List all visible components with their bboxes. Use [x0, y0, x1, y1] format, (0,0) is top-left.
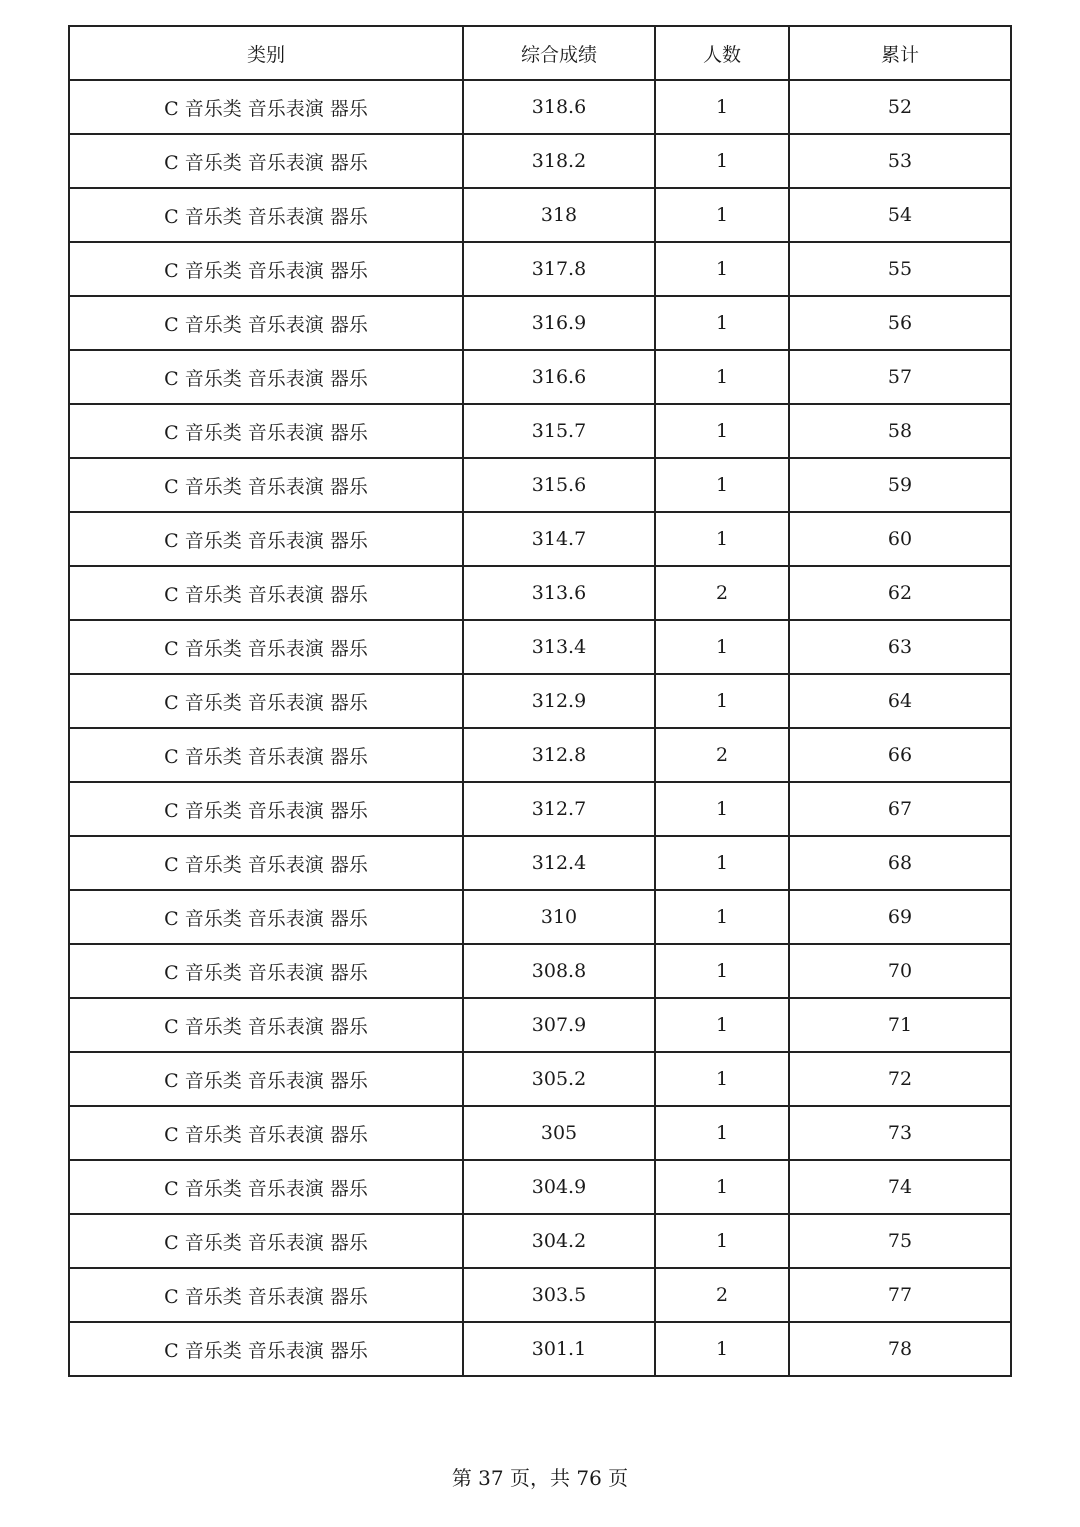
- cell-cumulative: 73: [789, 1106, 1011, 1160]
- cell-count: 1: [655, 296, 789, 350]
- cell-category: C 音乐类 音乐表演 器乐: [69, 1214, 463, 1268]
- cell-category: C 音乐类 音乐表演 器乐: [69, 1160, 463, 1214]
- cell-cumulative: 75: [789, 1214, 1011, 1268]
- table-body: [69, 80, 1011, 1376]
- cell-count: 1: [655, 782, 789, 836]
- cell-count: 1: [655, 1052, 789, 1106]
- cell-category: C 音乐类 音乐表演 器乐: [69, 620, 463, 674]
- cell-count: 1: [655, 836, 789, 890]
- cell-score: 312.8: [463, 728, 655, 782]
- table-row: [69, 1052, 1011, 1106]
- cell-cumulative: 71: [789, 998, 1011, 1052]
- cell-count: 1: [655, 1214, 789, 1268]
- cell-score: 305.2: [463, 1052, 655, 1106]
- table-row: [69, 1268, 1011, 1322]
- table-row: [69, 566, 1011, 620]
- table-row: [69, 836, 1011, 890]
- cell-category: C 音乐类 音乐表演 器乐: [69, 188, 463, 242]
- cell-score: 301.1: [463, 1322, 655, 1376]
- cell-score: 304.9: [463, 1160, 655, 1214]
- table-row: [69, 674, 1011, 728]
- cell-cumulative: 78: [789, 1322, 1011, 1376]
- page-number: 第 37 页，共 76 页: [451, 1466, 629, 1490]
- cell-count: 2: [655, 728, 789, 782]
- cell-score: 303.5: [463, 1268, 655, 1322]
- cell-count: 1: [655, 890, 789, 944]
- table-row: [69, 404, 1011, 458]
- cell-score: 315.6: [463, 458, 655, 512]
- cell-count: 2: [655, 1268, 789, 1322]
- cell-cumulative: 58: [789, 404, 1011, 458]
- cell-count: 1: [655, 1160, 789, 1214]
- table-row: [69, 998, 1011, 1052]
- cell-count: 1: [655, 944, 789, 998]
- cell-cumulative: 67: [789, 782, 1011, 836]
- table-row: [69, 944, 1011, 998]
- cell-score: 313.6: [463, 566, 655, 620]
- cell-count: 1: [655, 350, 789, 404]
- cell-category: C 音乐类 音乐表演 器乐: [69, 1052, 463, 1106]
- header-cumulative: 累计: [789, 26, 1011, 80]
- cell-category: C 音乐类 音乐表演 器乐: [69, 566, 463, 620]
- cell-count: 1: [655, 134, 789, 188]
- table-row: [69, 350, 1011, 404]
- cell-cumulative: 66: [789, 728, 1011, 782]
- table-row: [69, 296, 1011, 350]
- cell-score: 312.4: [463, 836, 655, 890]
- cell-score: 317.8: [463, 242, 655, 296]
- cell-category: C 音乐类 音乐表演 器乐: [69, 404, 463, 458]
- cell-score: 318: [463, 188, 655, 242]
- cell-count: 1: [655, 1106, 789, 1160]
- cell-count: 1: [655, 404, 789, 458]
- cell-score: 304.2: [463, 1214, 655, 1268]
- cell-score: 310: [463, 890, 655, 944]
- cell-category: C 音乐类 音乐表演 器乐: [69, 944, 463, 998]
- cell-score: 312.7: [463, 782, 655, 836]
- table-row: [69, 134, 1011, 188]
- cell-count: 1: [655, 620, 789, 674]
- cell-score: 305: [463, 1106, 655, 1160]
- cell-category: C 音乐类 音乐表演 器乐: [69, 836, 463, 890]
- table-row: [69, 80, 1011, 134]
- cell-score: 316.6: [463, 350, 655, 404]
- cell-score: 308.8: [463, 944, 655, 998]
- cell-category: C 音乐类 音乐表演 器乐: [69, 512, 463, 566]
- cell-cumulative: 69: [789, 890, 1011, 944]
- header-score: 综合成绩: [463, 26, 655, 80]
- table-row: [69, 782, 1011, 836]
- table-row: [69, 1322, 1011, 1376]
- cell-cumulative: 60: [789, 512, 1011, 566]
- cell-cumulative: 63: [789, 620, 1011, 674]
- cell-score: 313.4: [463, 620, 655, 674]
- score-table: [68, 25, 1012, 1377]
- cell-category: C 音乐类 音乐表演 器乐: [69, 296, 463, 350]
- table-row: [69, 1160, 1011, 1214]
- header-category: 类别: [69, 26, 463, 80]
- cell-count: 1: [655, 458, 789, 512]
- cell-category: C 音乐类 音乐表演 器乐: [69, 674, 463, 728]
- cell-category: C 音乐类 音乐表演 器乐: [69, 1106, 463, 1160]
- cell-cumulative: 74: [789, 1160, 1011, 1214]
- cell-score: 316.9: [463, 296, 655, 350]
- table-row: [69, 188, 1011, 242]
- cell-category: C 音乐类 音乐表演 器乐: [69, 80, 463, 134]
- table-row: [69, 512, 1011, 566]
- cell-cumulative: 55: [789, 242, 1011, 296]
- table-row: [69, 1214, 1011, 1268]
- cell-category: C 音乐类 音乐表演 器乐: [69, 728, 463, 782]
- cell-cumulative: 54: [789, 188, 1011, 242]
- cell-count: 1: [655, 512, 789, 566]
- cell-cumulative: 70: [789, 944, 1011, 998]
- cell-cumulative: 64: [789, 674, 1011, 728]
- cell-score: 307.9: [463, 998, 655, 1052]
- table-row: [69, 620, 1011, 674]
- cell-count: 1: [655, 998, 789, 1052]
- cell-cumulative: 59: [789, 458, 1011, 512]
- cell-category: C 音乐类 音乐表演 器乐: [69, 134, 463, 188]
- cell-cumulative: 77: [789, 1268, 1011, 1322]
- cell-count: 1: [655, 674, 789, 728]
- table-row: [69, 242, 1011, 296]
- cell-score: 312.9: [463, 674, 655, 728]
- table-row: [69, 1106, 1011, 1160]
- table-row: [69, 890, 1011, 944]
- cell-score: 314.7: [463, 512, 655, 566]
- cell-score: 318.2: [463, 134, 655, 188]
- cell-score: 318.6: [463, 80, 655, 134]
- cell-score: 315.7: [463, 404, 655, 458]
- cell-category: C 音乐类 音乐表演 器乐: [69, 242, 463, 296]
- cell-count: 1: [655, 80, 789, 134]
- cell-cumulative: 57: [789, 350, 1011, 404]
- cell-cumulative: 52: [789, 80, 1011, 134]
- cell-cumulative: 53: [789, 134, 1011, 188]
- cell-count: 1: [655, 188, 789, 242]
- header-count: 人数: [655, 26, 789, 80]
- table-row: [69, 728, 1011, 782]
- table-header-row: [69, 26, 1011, 80]
- cell-cumulative: 72: [789, 1052, 1011, 1106]
- cell-category: C 音乐类 音乐表演 器乐: [69, 998, 463, 1052]
- cell-count: 1: [655, 242, 789, 296]
- cell-category: C 音乐类 音乐表演 器乐: [69, 458, 463, 512]
- cell-category: C 音乐类 音乐表演 器乐: [69, 890, 463, 944]
- cell-cumulative: 56: [789, 296, 1011, 350]
- cell-category: C 音乐类 音乐表演 器乐: [69, 1268, 463, 1322]
- cell-category: C 音乐类 音乐表演 器乐: [69, 350, 463, 404]
- cell-cumulative: 68: [789, 836, 1011, 890]
- cell-count: 1: [655, 1322, 789, 1376]
- cell-cumulative: 62: [789, 566, 1011, 620]
- cell-category: C 音乐类 音乐表演 器乐: [69, 1322, 463, 1376]
- score-table-container: [68, 25, 1010, 1377]
- cell-category: C 音乐类 音乐表演 器乐: [69, 782, 463, 836]
- table-row: [69, 458, 1011, 512]
- cell-count: 2: [655, 566, 789, 620]
